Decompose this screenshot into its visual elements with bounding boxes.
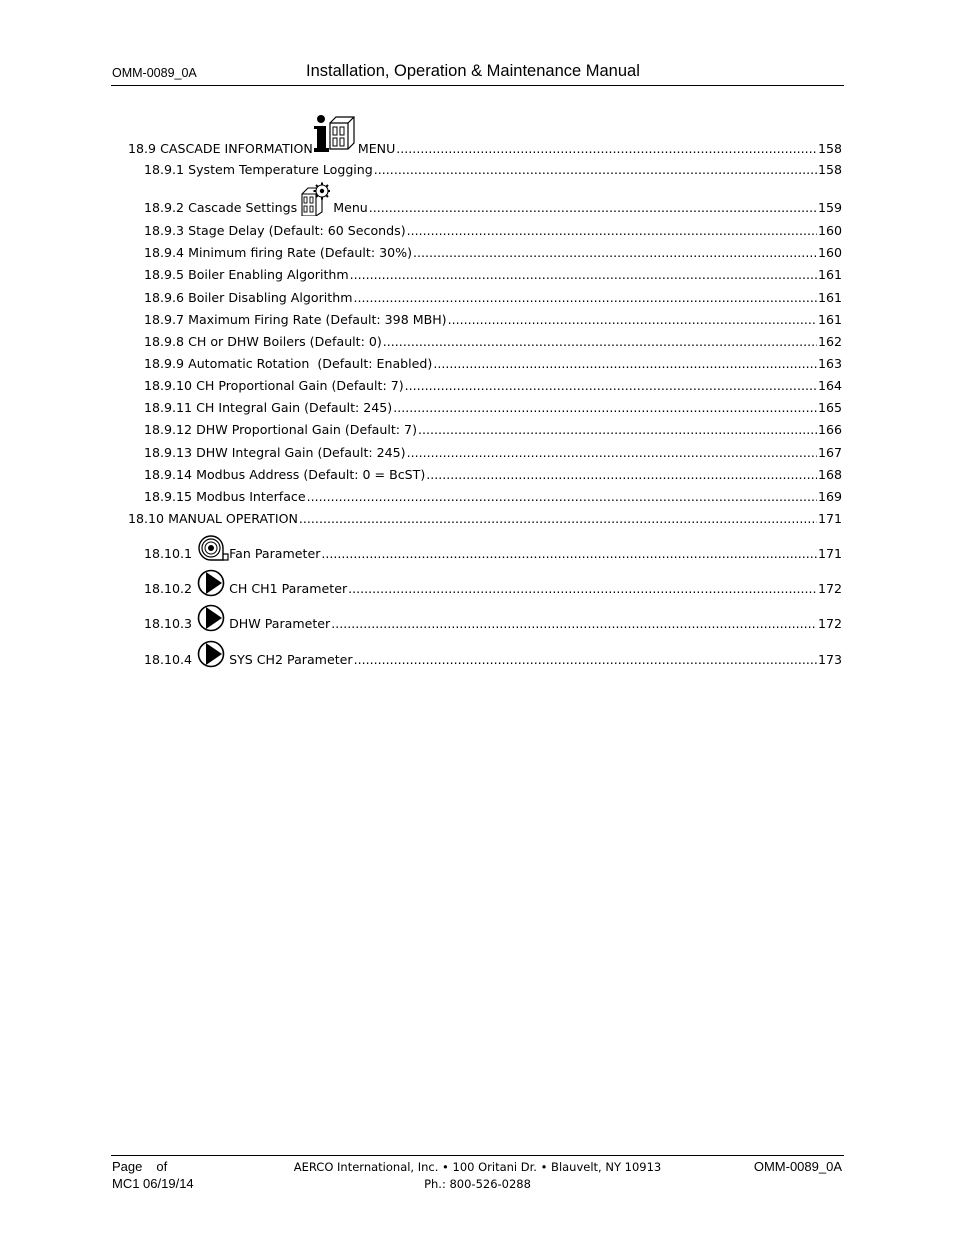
toc-entry-number: 18.10.4 bbox=[144, 652, 193, 667]
pump-icon bbox=[197, 604, 225, 632]
toc-entry[interactable] bbox=[144, 441, 842, 461]
toc-entry-label: Maximum Firing Rate (Default: 398 MBH) bbox=[188, 312, 447, 327]
toc-entry[interactable] bbox=[144, 196, 842, 216]
toc-entry-number: 18.9.1 bbox=[144, 162, 185, 177]
toc-entry-label: MANUAL OPERATION bbox=[168, 511, 298, 526]
toc-entry-number: 18.9.2 bbox=[144, 200, 185, 215]
toc-entry-suffix: Menu bbox=[333, 200, 368, 215]
toc-leader bbox=[405, 378, 817, 394]
footer-revision: MC1 06/19/14 bbox=[112, 1176, 194, 1191]
header-doc-number: OMM-0089_0A bbox=[112, 66, 197, 80]
toc-entry-label: CH or DHW Boilers (Default: 0) bbox=[188, 334, 382, 349]
toc-entry[interactable] bbox=[144, 330, 842, 350]
toc-entry-label: Stage Delay (Default: 60 Seconds) bbox=[188, 223, 406, 238]
toc-entry-label: Fan Parameter bbox=[229, 546, 321, 561]
toc-leader bbox=[407, 223, 817, 239]
toc-leader bbox=[383, 334, 817, 350]
toc-leader bbox=[348, 581, 817, 597]
toc-entry[interactable] bbox=[144, 485, 842, 505]
header-title: Installation, Operation & Maintenance Manual bbox=[306, 62, 640, 80]
toc-page-number: 164 bbox=[817, 378, 842, 393]
toc-leader bbox=[407, 445, 817, 461]
toc-entry-number: 18.9.11 bbox=[144, 400, 193, 415]
toc-entry[interactable] bbox=[128, 137, 842, 157]
toc-entry-label: SYS CH2 Parameter bbox=[229, 652, 353, 667]
footer-page-label: Page bbox=[112, 1159, 143, 1174]
toc-entry-label: DHW Integral Gain (Default: 245) bbox=[196, 445, 406, 460]
toc-entry[interactable] bbox=[144, 396, 842, 416]
toc-leader bbox=[413, 245, 817, 261]
toc-entry[interactable] bbox=[144, 352, 842, 372]
toc-page-number: 161 bbox=[817, 312, 842, 327]
page-header bbox=[111, 60, 844, 86]
info-building-icon bbox=[314, 113, 358, 157]
toc-leader bbox=[353, 290, 816, 306]
toc-page-number: 166 bbox=[817, 422, 842, 437]
toc-entry[interactable] bbox=[144, 308, 842, 328]
toc-leader bbox=[354, 652, 817, 668]
toc-entry-label: Cascade Settings bbox=[188, 200, 298, 215]
toc-entry[interactable] bbox=[144, 577, 842, 597]
toc-page-number: 160 bbox=[817, 223, 842, 238]
toc-entry[interactable] bbox=[144, 219, 842, 239]
toc-entry-number: 18.9.5 bbox=[144, 267, 185, 282]
toc-entry-number: 18.9.12 bbox=[144, 422, 193, 437]
toc-leader bbox=[426, 467, 817, 483]
toc-page-number: 173 bbox=[817, 652, 842, 667]
toc-entry-label: CH Integral Gain (Default: 245) bbox=[196, 400, 393, 415]
pump-icon bbox=[197, 640, 225, 668]
toc-page-number: 161 bbox=[817, 267, 842, 282]
toc-entry-label: Minimum firing Rate (Default: 30%) bbox=[188, 245, 412, 260]
toc-leader bbox=[369, 200, 817, 216]
toc-entry-number: 18.9.9 bbox=[144, 356, 185, 371]
toc-leader bbox=[393, 400, 817, 416]
footer-of-label: of bbox=[156, 1159, 168, 1174]
toc-page-number: 158 bbox=[817, 141, 842, 156]
toc-leader bbox=[299, 511, 817, 527]
toc-page-number: 167 bbox=[817, 445, 842, 460]
toc-leader bbox=[433, 356, 817, 372]
footer-company-line: AERCO International, Inc. • 100 Oritani Dr. • Blauvelt, NY 10913 bbox=[293, 1160, 662, 1174]
toc-entry[interactable] bbox=[144, 648, 842, 668]
toc-page-number: 159 bbox=[817, 200, 842, 215]
toc-entry-number: 18.9.15 bbox=[144, 489, 193, 504]
toc-entry-label: Boiler Enabling Algorithm bbox=[188, 267, 349, 282]
toc-entry-label: CASCADE INFORMATION bbox=[160, 141, 313, 156]
toc-entry-label: Boiler Disabling Algorithm bbox=[188, 290, 353, 305]
toc-entry-number: 18.9.6 bbox=[144, 290, 185, 305]
toc-entry[interactable] bbox=[144, 158, 842, 178]
toc-entry-label: Modbus Interface bbox=[196, 489, 306, 504]
toc-leader bbox=[374, 162, 817, 178]
fan-icon bbox=[197, 534, 229, 562]
toc-entry[interactable] bbox=[144, 418, 842, 438]
toc-page-number: 165 bbox=[817, 400, 842, 415]
toc-entry-label: Modbus Address (Default: 0 = BcST) bbox=[196, 467, 426, 482]
toc-page-number: 168 bbox=[817, 467, 842, 482]
toc-leader bbox=[321, 546, 817, 562]
toc-entry[interactable] bbox=[144, 463, 842, 483]
toc-entry[interactable] bbox=[128, 507, 842, 527]
toc-page-number: 162 bbox=[817, 334, 842, 349]
toc-leader bbox=[331, 616, 817, 632]
toc-entry[interactable] bbox=[144, 263, 842, 283]
toc-entry-number: 18.9.14 bbox=[144, 467, 193, 482]
toc-entry-number: 18.9 bbox=[128, 141, 157, 156]
toc-page-number: 161 bbox=[817, 290, 842, 305]
toc-entry-number: 18.10.3 bbox=[144, 616, 193, 631]
toc-page-number: 158 bbox=[817, 162, 842, 177]
toc-entry-number: 18.10 bbox=[128, 511, 165, 526]
toc-page-number: 169 bbox=[817, 489, 842, 504]
toc-entry-suffix: MENU bbox=[357, 141, 396, 156]
toc-entry[interactable] bbox=[144, 374, 842, 394]
toc-entry[interactable] bbox=[144, 286, 842, 306]
toc-leader bbox=[350, 267, 817, 283]
toc-leader bbox=[418, 422, 817, 438]
toc-page-number: 172 bbox=[817, 616, 842, 631]
toc-leader bbox=[396, 141, 817, 157]
toc-entry-label: CH CH1 Parameter bbox=[229, 581, 348, 596]
toc-leader bbox=[307, 489, 817, 505]
toc-entry-number: 18.10.2 bbox=[144, 581, 193, 596]
toc-page-number: 171 bbox=[817, 546, 842, 561]
footer-phone-line: Ph.: 800-526-0288 bbox=[424, 1177, 531, 1191]
toc-entry-number: 18.9.8 bbox=[144, 334, 185, 349]
toc-entry-label: System Temperature Logging bbox=[188, 162, 373, 177]
toc-entry-number: 18.9.7 bbox=[144, 312, 185, 327]
toc-page-number: 160 bbox=[817, 245, 842, 260]
toc-entry-number: 18.9.13 bbox=[144, 445, 193, 460]
cascade-gear-icon bbox=[300, 182, 330, 216]
footer-doc-number: OMM-0089_0A bbox=[753, 1159, 842, 1174]
toc-page-number: 171 bbox=[817, 511, 842, 526]
toc-page-number: 163 bbox=[817, 356, 842, 371]
toc-entry-label: DHW Parameter bbox=[229, 616, 331, 631]
toc-entry-number: 18.9.10 bbox=[144, 378, 193, 393]
toc-entry-label: CH Proportional Gain (Default: 7) bbox=[196, 378, 404, 393]
toc-entry[interactable] bbox=[144, 241, 842, 261]
toc-entry-number: 18.9.4 bbox=[144, 245, 185, 260]
pump-icon bbox=[197, 569, 225, 597]
toc-entry-number: 18.9.3 bbox=[144, 223, 185, 238]
toc-entry-number: 18.10.1 bbox=[144, 546, 193, 561]
toc-entry[interactable] bbox=[144, 612, 842, 632]
toc-entry-label: DHW Proportional Gain (Default: 7) bbox=[196, 422, 417, 437]
toc-leader bbox=[448, 312, 817, 328]
page-footer bbox=[111, 1155, 844, 1196]
toc-entry-label: Automatic Rotation (Default: Enabled) bbox=[188, 356, 433, 371]
toc-page-number: 172 bbox=[817, 581, 842, 596]
toc-entry[interactable] bbox=[144, 542, 842, 562]
